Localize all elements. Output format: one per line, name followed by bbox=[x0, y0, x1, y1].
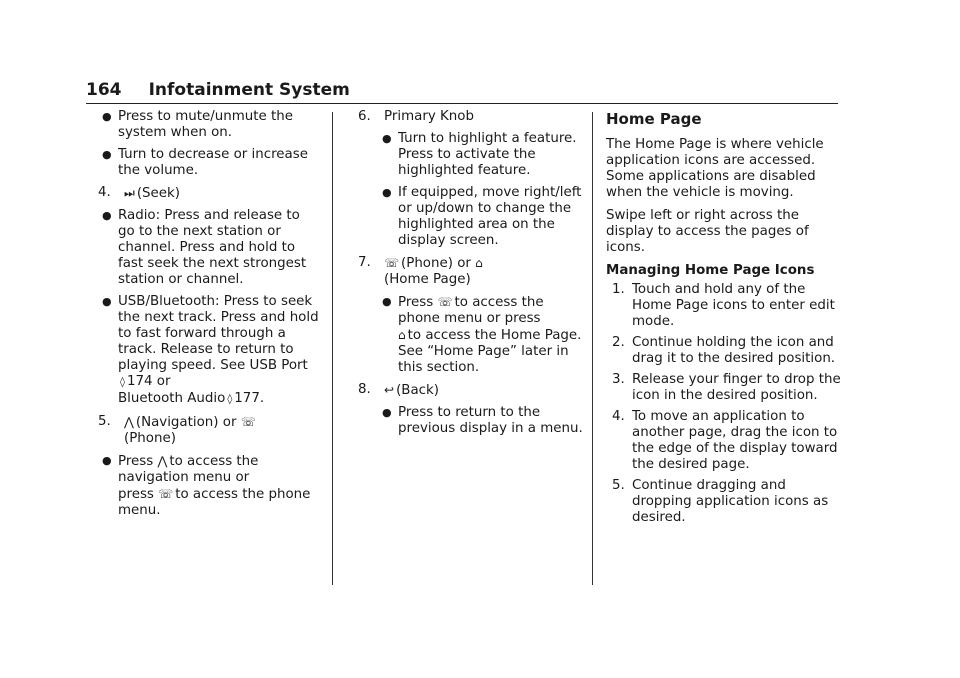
list-item: ● USB/Bluetooth: Press to seek the next track. Press and hold to fast forward through a track. Release to return to playing speed. See USB Port ◊ 174 or Bluetooth Audio ◊ 177. bbox=[102, 294, 319, 406]
bullet-icon: ● bbox=[382, 406, 392, 419]
column-divider bbox=[592, 112, 593, 585]
bullet-icon: ● bbox=[102, 295, 112, 308]
column-1 bbox=[98, 109, 320, 525]
home-icon: ⌂ bbox=[475, 256, 483, 270]
list-item: ● Press ⋀ to access the navigation menu or press ☏ to access the phone menu. bbox=[102, 454, 311, 518]
phone-icon: ☏ bbox=[158, 487, 174, 501]
page-header bbox=[86, 80, 838, 100]
list-item: ● Press to return to the previous display in a menu. bbox=[382, 405, 583, 436]
list-item: ● Turn to highlight a feature. Press to activate the highlighted feature. bbox=[382, 131, 577, 178]
page-ref-icon: ◊ bbox=[120, 377, 125, 388]
item-5: 5. ⋀ (Navigation) or ☏ (Phone) bbox=[98, 414, 256, 446]
step-item: 4. To move an application to another page, drag the icon to the edge of the display toward the desired page. bbox=[612, 409, 838, 472]
home-icon: ⌂ bbox=[398, 328, 406, 342]
bullet-icon: ● bbox=[102, 148, 112, 161]
phone-icon: ☏ bbox=[437, 295, 453, 309]
phone-icon: ☏ bbox=[240, 415, 256, 429]
step-item: 2. Continue holding the icon and drag it to the desired position. bbox=[612, 335, 836, 366]
navigation-icon: ⋀ bbox=[124, 415, 134, 429]
list-item: ● Press ☏ to access the phone menu or press ⌂ to access the Home Page. See “Home Page” later in this section. bbox=[382, 295, 582, 375]
list-item: ● Turn to decrease or increase the volume. bbox=[102, 147, 308, 178]
list-item: ● Radio: Press and release to go to the next station or channel. Press and hold to fast seek the next strongest station or channel. bbox=[102, 208, 307, 287]
bullet-icon: ● bbox=[382, 295, 392, 308]
subheading: Managing Home Page Icons bbox=[606, 263, 815, 278]
section-title: Home Page bbox=[606, 110, 702, 128]
column-divider bbox=[332, 112, 333, 585]
bullet-icon: ● bbox=[382, 186, 392, 199]
bullet-icon: ● bbox=[102, 454, 112, 467]
phone-icon: ☏ bbox=[384, 256, 400, 270]
paragraph: Swipe left or right across the display to access the pages of icons. bbox=[606, 208, 809, 255]
header-rule bbox=[86, 103, 838, 104]
item-4: 4. ⏭ (Seek) bbox=[98, 185, 180, 201]
page-number: 164 bbox=[86, 80, 122, 100]
item-8: 8. ↩ (Back) bbox=[358, 382, 440, 398]
list-item: ● Press to mute/unmute the system when on. bbox=[102, 109, 293, 140]
step-item: 1. Touch and hold any of the Home Page icons to enter edit mode. bbox=[612, 282, 835, 329]
back-icon: ↩ bbox=[384, 383, 395, 397]
step-item: 5. Continue dragging and dropping application icons as desired. bbox=[612, 478, 829, 525]
column-2 bbox=[358, 109, 583, 443]
column-3 bbox=[606, 109, 842, 531]
bullet-icon: ● bbox=[382, 132, 392, 145]
item-7: 7. ☏ (Phone) or ⌂ (Home Page) bbox=[358, 255, 483, 287]
navigation-icon: ⋀ bbox=[157, 454, 168, 468]
step-item: 3. Release your finger to drop the icon in the desired position. bbox=[612, 372, 841, 403]
seek-icon: ⏭ bbox=[124, 186, 135, 200]
bullet-icon: ● bbox=[102, 209, 112, 222]
page-ref-icon: ◊ bbox=[227, 394, 233, 405]
page-ref[interactable]: 174 bbox=[126, 374, 153, 389]
item-6: 6. Primary Knob bbox=[358, 109, 474, 124]
list-item: ● If equipped, move right/left or up/down to change the highlighted area on the display screen. bbox=[382, 185, 582, 248]
page-title: Infotainment System bbox=[148, 80, 350, 100]
page-ref[interactable]: 177. bbox=[234, 391, 265, 406]
paragraph: The Home Page is where vehicle application icons are accessed. Some applications are disabled when the vehicle is moving. bbox=[606, 137, 824, 200]
bullet-icon: ● bbox=[102, 110, 112, 123]
